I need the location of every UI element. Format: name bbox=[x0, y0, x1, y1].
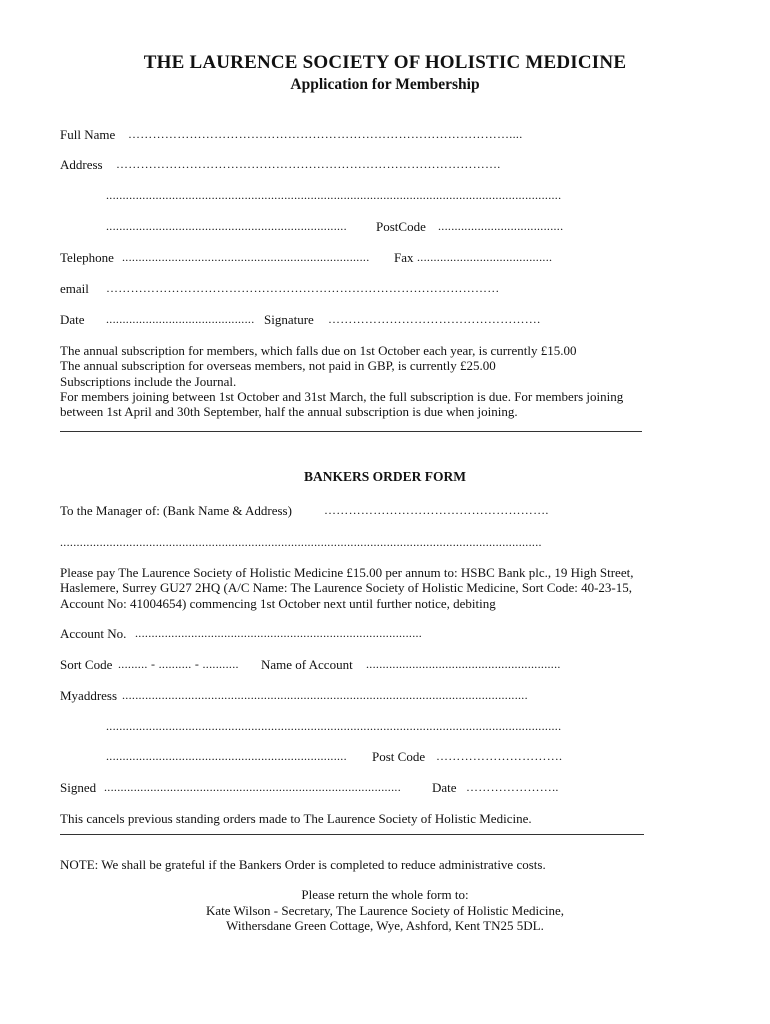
payment-instruction-line: Account No: 41004654) commencing 1st October next until further notice, debiting bbox=[60, 595, 496, 611]
address-label: Address bbox=[60, 157, 103, 172]
page-subtitle: Application for Membership bbox=[290, 76, 480, 93]
note-text: NOTE: We shall be grateful if the Bankers Order is completed to reduce administrative costs. bbox=[60, 857, 546, 872]
secretary-name: Kate Wilson - Secretary, The Laurence Society of Holistic Medicine, bbox=[205, 903, 565, 918]
subscription-info bbox=[60, 343, 623, 419]
bank-manager-label: To the Manager of: (Bank Name & Address) bbox=[60, 503, 292, 518]
telephone-label: Telephone bbox=[60, 250, 114, 265]
order-date-field[interactable]: ………………….. bbox=[466, 780, 559, 794]
post-code-label: Post Code bbox=[372, 749, 426, 764]
bank-name-address-field[interactable]: ………………………………………………. bbox=[324, 503, 549, 517]
post-code-field[interactable]: …………………………. bbox=[436, 749, 563, 763]
page-title: THE LAURENCE SOCIETY OF HOLISTIC MEDICINE bbox=[143, 52, 627, 73]
cancels-notice: This cancels previous standing orders made to The Laurence Society of Holistic Medicine. bbox=[60, 811, 532, 826]
postcode-label: PostCode bbox=[376, 219, 426, 234]
account-no-label: Account No. bbox=[60, 626, 127, 641]
subscription-info-line: For members joining between 1st October and 31st March, the full subscription is due. For members joining bbox=[60, 388, 624, 404]
full-name-label: Full Name bbox=[60, 127, 116, 142]
full-name-field[interactable]: ………………………………………………………………………………….... bbox=[128, 127, 523, 141]
subscription-info-line: between 1st April and 30th September, half the annual subscription is due when joining. bbox=[60, 404, 518, 420]
account-name-field[interactable]: ........................................................... bbox=[366, 657, 561, 671]
email-label: email bbox=[60, 281, 89, 296]
date-label: Date bbox=[60, 312, 85, 327]
my-address-field-line-3[interactable]: ......................................................................... bbox=[106, 749, 347, 763]
return-address: Withersdane Green Cottage, Wye, Ashford, Kent TN25 5DL. bbox=[226, 918, 544, 933]
my-address-field-line-1[interactable]: ........................................................................................................................... bbox=[122, 688, 528, 702]
account-name-label: Name of Account bbox=[261, 657, 353, 672]
sort-code-label: Sort Code bbox=[60, 657, 113, 672]
telephone-field[interactable]: ........................................................................... bbox=[122, 250, 370, 264]
address-field-line-1[interactable]: …………………………………………………………………………………. bbox=[116, 157, 501, 171]
signed-field[interactable]: .......................................................................................... bbox=[104, 780, 401, 794]
signature-field[interactable]: ……………………………………………. bbox=[328, 312, 541, 326]
payment-instruction-line: Haslemere, Surrey GU27 2HQ (A/C Name: The Laurence Society of Holistic Medicine, Sort Code: 40-23-15, bbox=[60, 580, 632, 596]
section-divider bbox=[60, 834, 644, 835]
section-divider bbox=[60, 431, 642, 432]
signature-label: Signature bbox=[264, 312, 314, 327]
signed-label: Signed bbox=[60, 780, 97, 795]
address-field-line-3[interactable]: ......................................................................... bbox=[106, 219, 347, 233]
payment-instruction bbox=[60, 565, 633, 611]
account-no-field[interactable]: ....................................................................................... bbox=[135, 626, 423, 640]
postcode-field[interactable]: ...................................... bbox=[438, 219, 564, 233]
my-address-label: Myaddress bbox=[60, 688, 118, 703]
order-date-label: Date bbox=[432, 780, 457, 795]
date-field[interactable]: ............................................. bbox=[106, 312, 255, 326]
fax-label: Fax bbox=[394, 250, 414, 265]
return-instruction: Please return the whole form to: bbox=[301, 887, 469, 902]
fax-field[interactable]: ......................................... bbox=[417, 250, 553, 264]
subscription-info-line: The annual subscription for members, which falls due on 1st October each year, is currently £15.00 bbox=[60, 343, 577, 358]
bankers-order-title: BANKERS ORDER FORM bbox=[303, 469, 466, 484]
subscription-info-line: The annual subscription for overseas members, not paid in GBP, is currently £25.00 bbox=[60, 358, 496, 374]
address-field-line-2[interactable]: .......................................................................................................................................... bbox=[106, 188, 562, 202]
payment-instruction-line: Please pay The Laurence Society of Holistic Medicine £15.00 per annum to: HSBC Bank plc., 19 High Street, bbox=[60, 565, 634, 580]
bank-address-field-line-2[interactable]: .................................................................................................................................................. bbox=[60, 535, 542, 549]
sort-code-field[interactable]: ......... - .......... - ........... bbox=[118, 657, 239, 671]
subscription-info-line: Subscriptions include the Journal. bbox=[60, 373, 237, 389]
email-field[interactable]: …………………………………………………………………………………… bbox=[106, 281, 500, 295]
my-address-field-line-2[interactable]: .......................................................................................................................................... bbox=[106, 719, 562, 733]
